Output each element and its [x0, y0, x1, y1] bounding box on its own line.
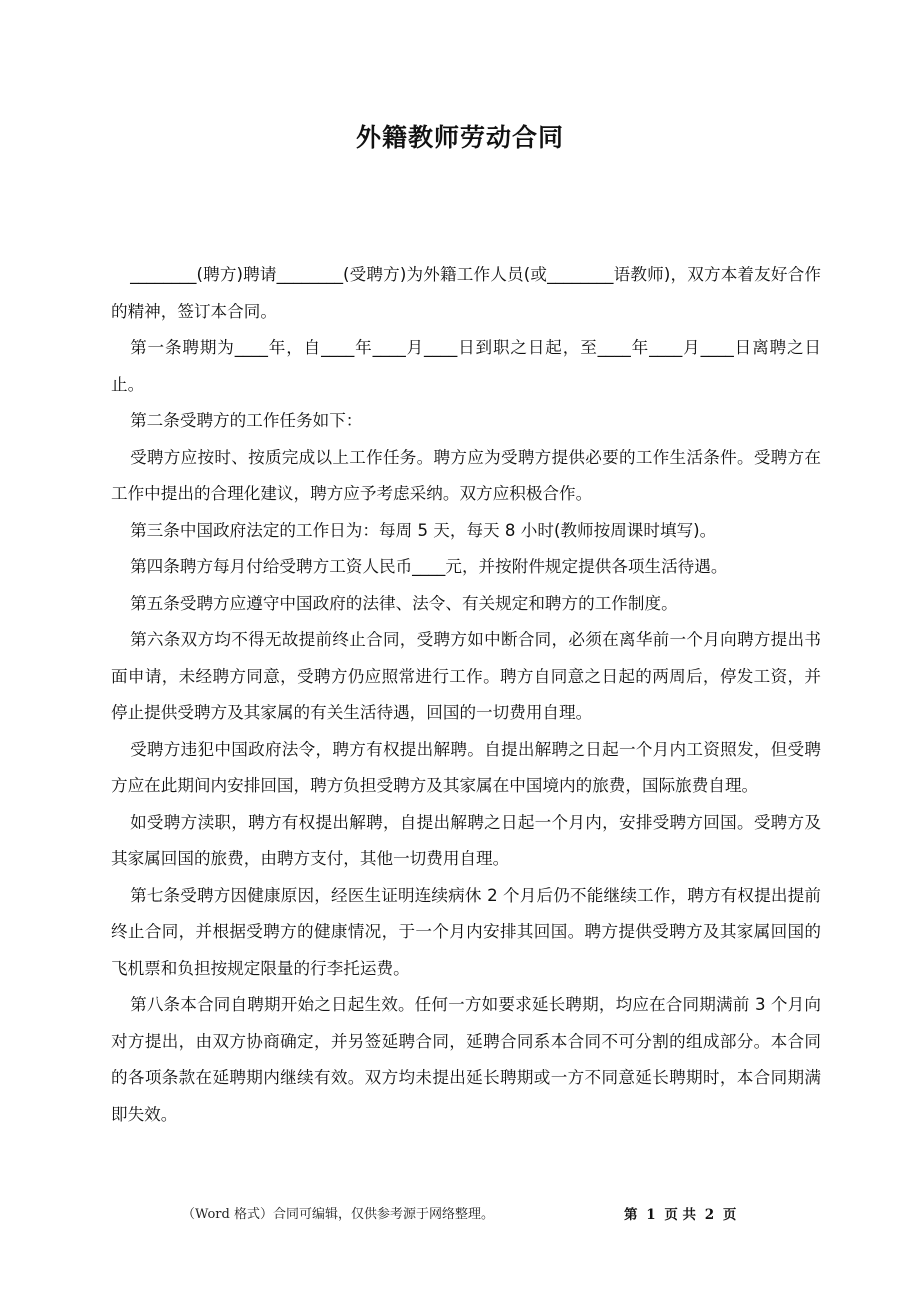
paragraph-article-4: 第四条聘方每月付给受聘方工资人民币____元，并按附件规定提供各项生活待遇。 — [130, 557, 728, 576]
paragraph-article-7: 第七条受聘方因健康原因，经医生证明连续病休 2 个月后仍不能继续工作，聘方有权提出提前终止合同，并根据受聘方的健康情况，于一个月内安排其回国。聘方提供受聘方及其家属回国的飞机票和负担按规定限量的行李托运费。 — [111, 885, 821, 978]
paragraph-article-6: 第六条双方均不得无故提前终止合同，受聘方如中断合同，必须在离华前一个月向聘方提出书面申请，未经聘方同意，受聘方仍应照常进行工作。聘方自同意之日起的两周后，停发工资，并停止提供受聘方及其家属的有关生活待遇，回国的一切费用自理。 — [111, 630, 821, 722]
page-indicator — [624, 1203, 736, 1227]
page-suffix: 页 — [722, 1207, 737, 1223]
document-body — [111, 257, 821, 1133]
paragraph-article-2-detail: 受聘方应按时、按质完成以上工作任务。聘方应为受聘方提供必要的工作生活条件。受聘方在工作中提出的合理化建议，聘方应予考虑采纳。双方应积极合作。 — [111, 447, 821, 503]
paragraph-article-8: 第八条本合同自聘期开始之日起生效。任何一方如要求延长聘期，均应在合同期满前 3 个月向对方提出，由双方协商确定，并另签延聘合同，延聘合同系本合同不可分割的组成部分。本合同的各项条款在延聘期内继续有效。双方均未提出延长聘期或一方不同意延长聘期时，本合同期满即失效。 — [111, 995, 821, 1124]
paragraph-article-5: 第五条受聘方应遵守中国政府的法律、法令、有关规定和聘方的工作制度。 — [130, 593, 678, 613]
footer-note: （Word 格式）合同可编辑，仅供参考源于网络整理。 — [182, 1207, 494, 1222]
paragraph-preamble: ________(聘方)聘请________(受聘方)为外籍工作人员(或________语教师)，双方本着友好合作的精神，签订本合同。 — [111, 265, 821, 321]
document-title: 外籍教师劳动合同 — [355, 123, 564, 152]
paragraph-article-6-negligence: 如受聘方渎职，聘方有权提出解聘，自提出解聘之日起一个月内，安排受聘方回国。受聘方及其家属回国的旅费，由聘方支付，其他一切费用自理。 — [111, 812, 821, 868]
paragraph-article-2: 第二条受聘方的工作任务如下： — [130, 411, 363, 430]
page-prefix: 第 — [624, 1207, 638, 1223]
paragraph-article-6-dismissal: 受聘方违犯中国政府法令，聘方有权提出解聘。自提出解聘之日起一个月内工资照发，但受聘方应在此期间内安排回国，聘方负担受聘方及其家属在中国境内的旅费，国际旅费自理。 — [111, 739, 821, 795]
paragraph-article-1: 第一条聘期为____年，自____年____月____日到职之日起，至____年____月____日离聘之日止。 — [111, 338, 821, 394]
page-total: 2 — [704, 1207, 715, 1223]
paragraph-article-3: 第三条中国政府法定的工作日为：每周 5 天，每天 8 小时(教师按周课时填写)。 — [130, 520, 717, 540]
page-current: 1 — [646, 1207, 656, 1223]
page-middle: 页 共 — [664, 1207, 697, 1223]
